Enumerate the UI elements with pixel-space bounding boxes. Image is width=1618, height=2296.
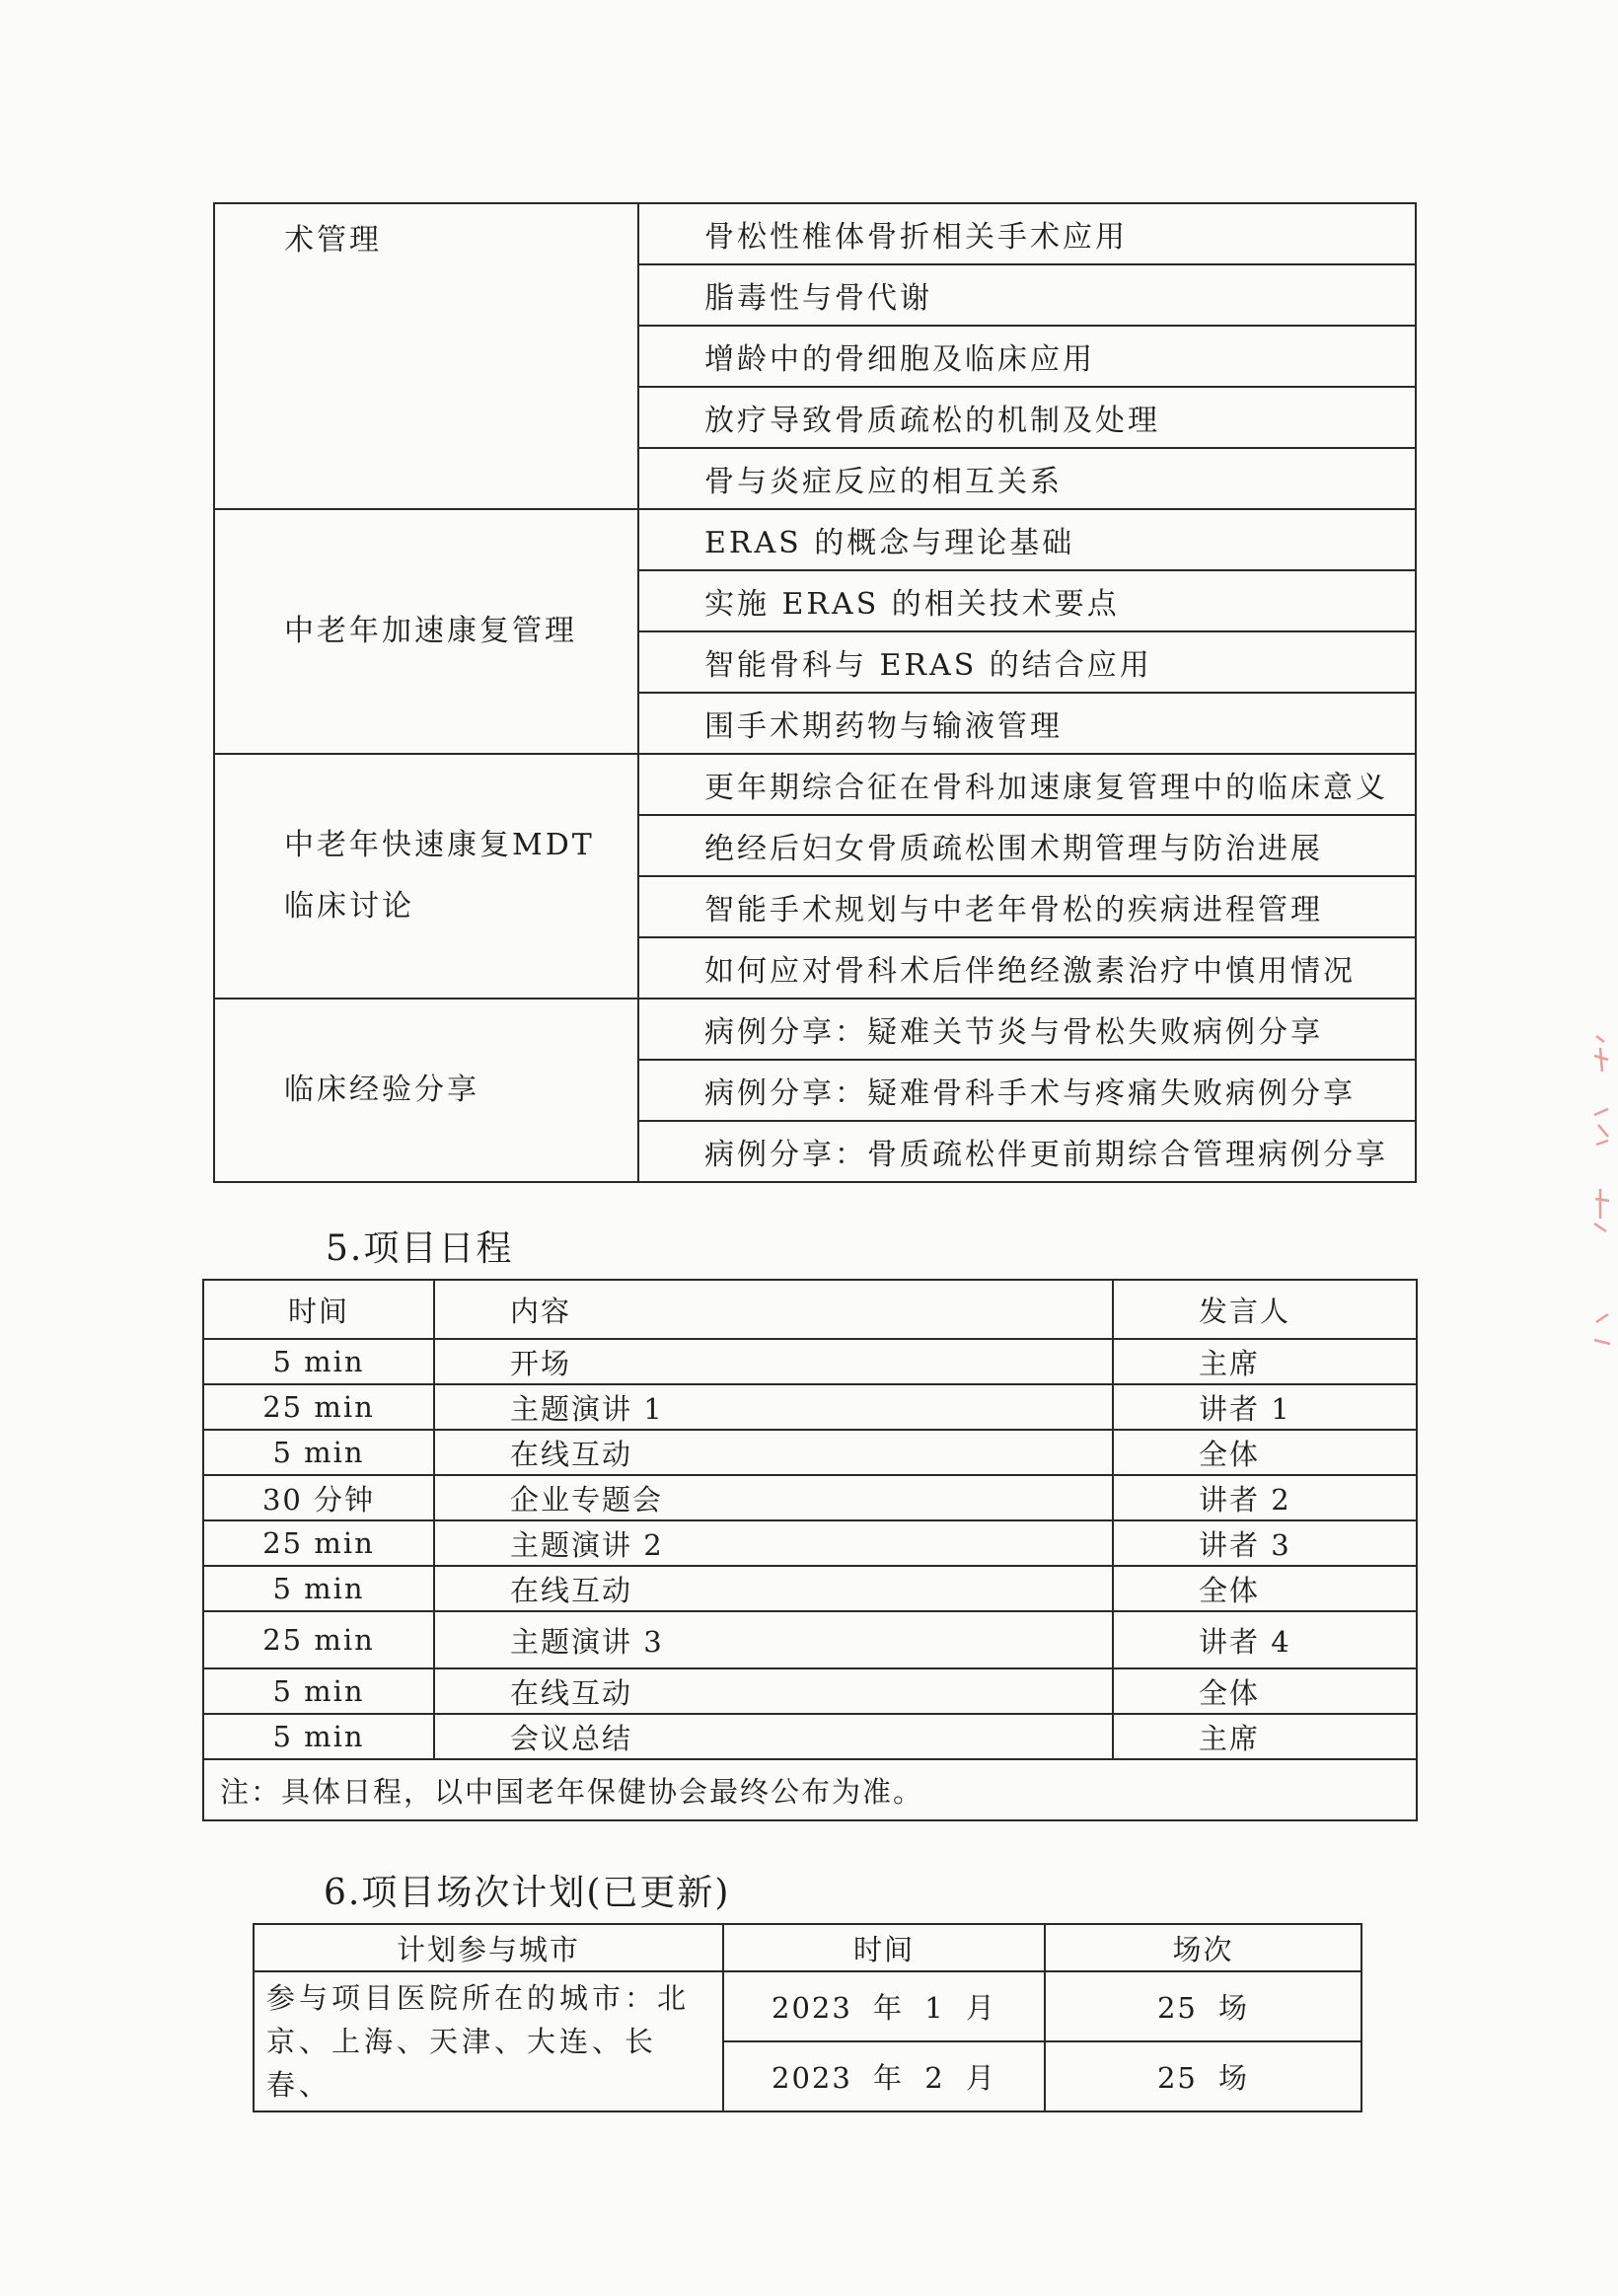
- table-row: [203, 1611, 1417, 1668]
- schedule-table: [202, 1279, 1418, 1821]
- time-cell: 5 min: [203, 1566, 434, 1611]
- table-row: [203, 1475, 1417, 1520]
- speaker-cell: 主席: [1113, 1339, 1417, 1384]
- topic-cell: 更年期综合征在骨科加速康复管理中的临床意义: [638, 754, 1416, 815]
- content-cell: 在线互动: [434, 1668, 1113, 1714]
- topic-cell: 绝经后妇女骨质疏松围术期管理与防治进展: [638, 815, 1416, 876]
- seal-fragment: [1590, 1026, 1616, 1352]
- topic-cell: 放疗导致骨质疏松的机制及处理: [638, 387, 1416, 448]
- table-row: [214, 203, 1416, 264]
- content-cell: 主题演讲 2: [434, 1520, 1113, 1566]
- table-header-row: [254, 1924, 1361, 1971]
- topic-cell: 脂毒性与骨代谢: [638, 264, 1416, 326]
- topic-cell: 骨与炎症反应的相互关系: [638, 448, 1416, 509]
- table-row: [203, 1430, 1417, 1475]
- time-cell: 5 min: [203, 1339, 434, 1384]
- table-row: [254, 1971, 1361, 2041]
- time-cell: 5 min: [203, 1430, 434, 1475]
- column-header-month: 时间: [723, 1924, 1045, 1971]
- content-cell: 在线互动: [434, 1566, 1113, 1611]
- category-cell: 中老年快速康复MDT 临床讨论: [214, 754, 638, 999]
- table-row: [203, 1714, 1417, 1759]
- speaker-cell: 全体: [1113, 1430, 1417, 1475]
- column-header-time: 时间: [203, 1280, 434, 1339]
- time-cell: 25 min: [203, 1611, 434, 1668]
- table-row: [203, 1339, 1417, 1384]
- content-cell: 会议总结: [434, 1714, 1113, 1759]
- topic-cell: 骨松性椎体骨折相关手术应用: [638, 203, 1416, 264]
- table-row: [203, 1668, 1417, 1714]
- topic-cell: ERAS 的概念与理论基础: [638, 509, 1416, 570]
- schedule-note: 注：具体日程，以中国老年保健协会最终公布为准。: [203, 1759, 1417, 1820]
- column-header-city: 计划参与城市: [254, 1924, 723, 1971]
- column-header-speaker: 发言人: [1113, 1280, 1417, 1339]
- speaker-cell: 讲者 3: [1113, 1520, 1417, 1566]
- note-row: [203, 1759, 1417, 1820]
- table-row: [214, 509, 1416, 570]
- speaker-cell: 全体: [1113, 1566, 1417, 1611]
- table-row: [214, 754, 1416, 815]
- speaker-cell: 全体: [1113, 1668, 1417, 1714]
- city-cell: 参与项目医院所在的城市：北京、上海、天津、大连、长春、: [254, 1971, 723, 2111]
- speaker-cell: 讲者 1: [1113, 1384, 1417, 1430]
- column-header-count: 场次: [1045, 1924, 1361, 1971]
- column-header-content: 内容: [434, 1280, 1113, 1339]
- speaker-cell: 讲者 2: [1113, 1475, 1417, 1520]
- content-cell: 在线互动: [434, 1430, 1113, 1475]
- category-cell: 术管理: [214, 203, 638, 509]
- category-cell: 临床经验分享: [214, 999, 638, 1182]
- topic-cell: 病例分享：骨质疏松伴更前期综合管理病例分享: [638, 1121, 1416, 1182]
- sessions-table: [253, 1923, 1362, 2112]
- content-cell: 主题演讲 3: [434, 1611, 1113, 1668]
- section-heading: 6.项目场次计划(已更新): [324, 1873, 731, 1913]
- count-cell: 25 场: [1045, 2041, 1361, 2111]
- time-cell: 5 min: [203, 1714, 434, 1759]
- time-cell: 30 分钟: [203, 1475, 434, 1520]
- topic-cell: 智能骨科与 ERAS 的结合应用: [638, 631, 1416, 693]
- topic-cell: 增龄中的骨细胞及临床应用: [638, 326, 1416, 387]
- time-cell: 5 min: [203, 1668, 434, 1714]
- content-cell: 主题演讲 1: [434, 1384, 1113, 1430]
- time-cell: 25 min: [203, 1384, 434, 1430]
- topic-cell: 实施 ERAS 的相关技术要点: [638, 570, 1416, 631]
- table-row: [203, 1384, 1417, 1430]
- topic-cell: 病例分享：疑难关节炎与骨松失败病例分享: [638, 999, 1416, 1060]
- table-row: [203, 1566, 1417, 1611]
- time-cell: 25 min: [203, 1520, 434, 1566]
- table-row: [214, 999, 1416, 1060]
- topic-cell: 病例分享：疑难骨科手术与疼痛失败病例分享: [638, 1060, 1416, 1121]
- month-cell: 2023 年 2 月: [723, 2041, 1045, 2111]
- speaker-cell: 主席: [1113, 1714, 1417, 1759]
- content-cell: 开场: [434, 1339, 1113, 1384]
- topic-cell: 如何应对骨科术后伴绝经激素治疗中慎用情况: [638, 937, 1416, 999]
- topic-cell: 智能手术规划与中老年骨松的疾病进程管理: [638, 876, 1416, 937]
- category-cell: 中老年加速康复管理: [214, 509, 638, 754]
- topics-table: [213, 202, 1417, 1183]
- speaker-cell: 讲者 4: [1113, 1611, 1417, 1668]
- content-cell: 企业专题会: [434, 1475, 1113, 1520]
- count-cell: 25 场: [1045, 1971, 1361, 2041]
- section-heading: 5.项目日程: [326, 1228, 514, 1269]
- table-row: [203, 1520, 1417, 1566]
- month-cell: 2023 年 1 月: [723, 1971, 1045, 2041]
- table-header-row: [203, 1280, 1417, 1339]
- topic-cell: 围手术期药物与输液管理: [638, 693, 1416, 754]
